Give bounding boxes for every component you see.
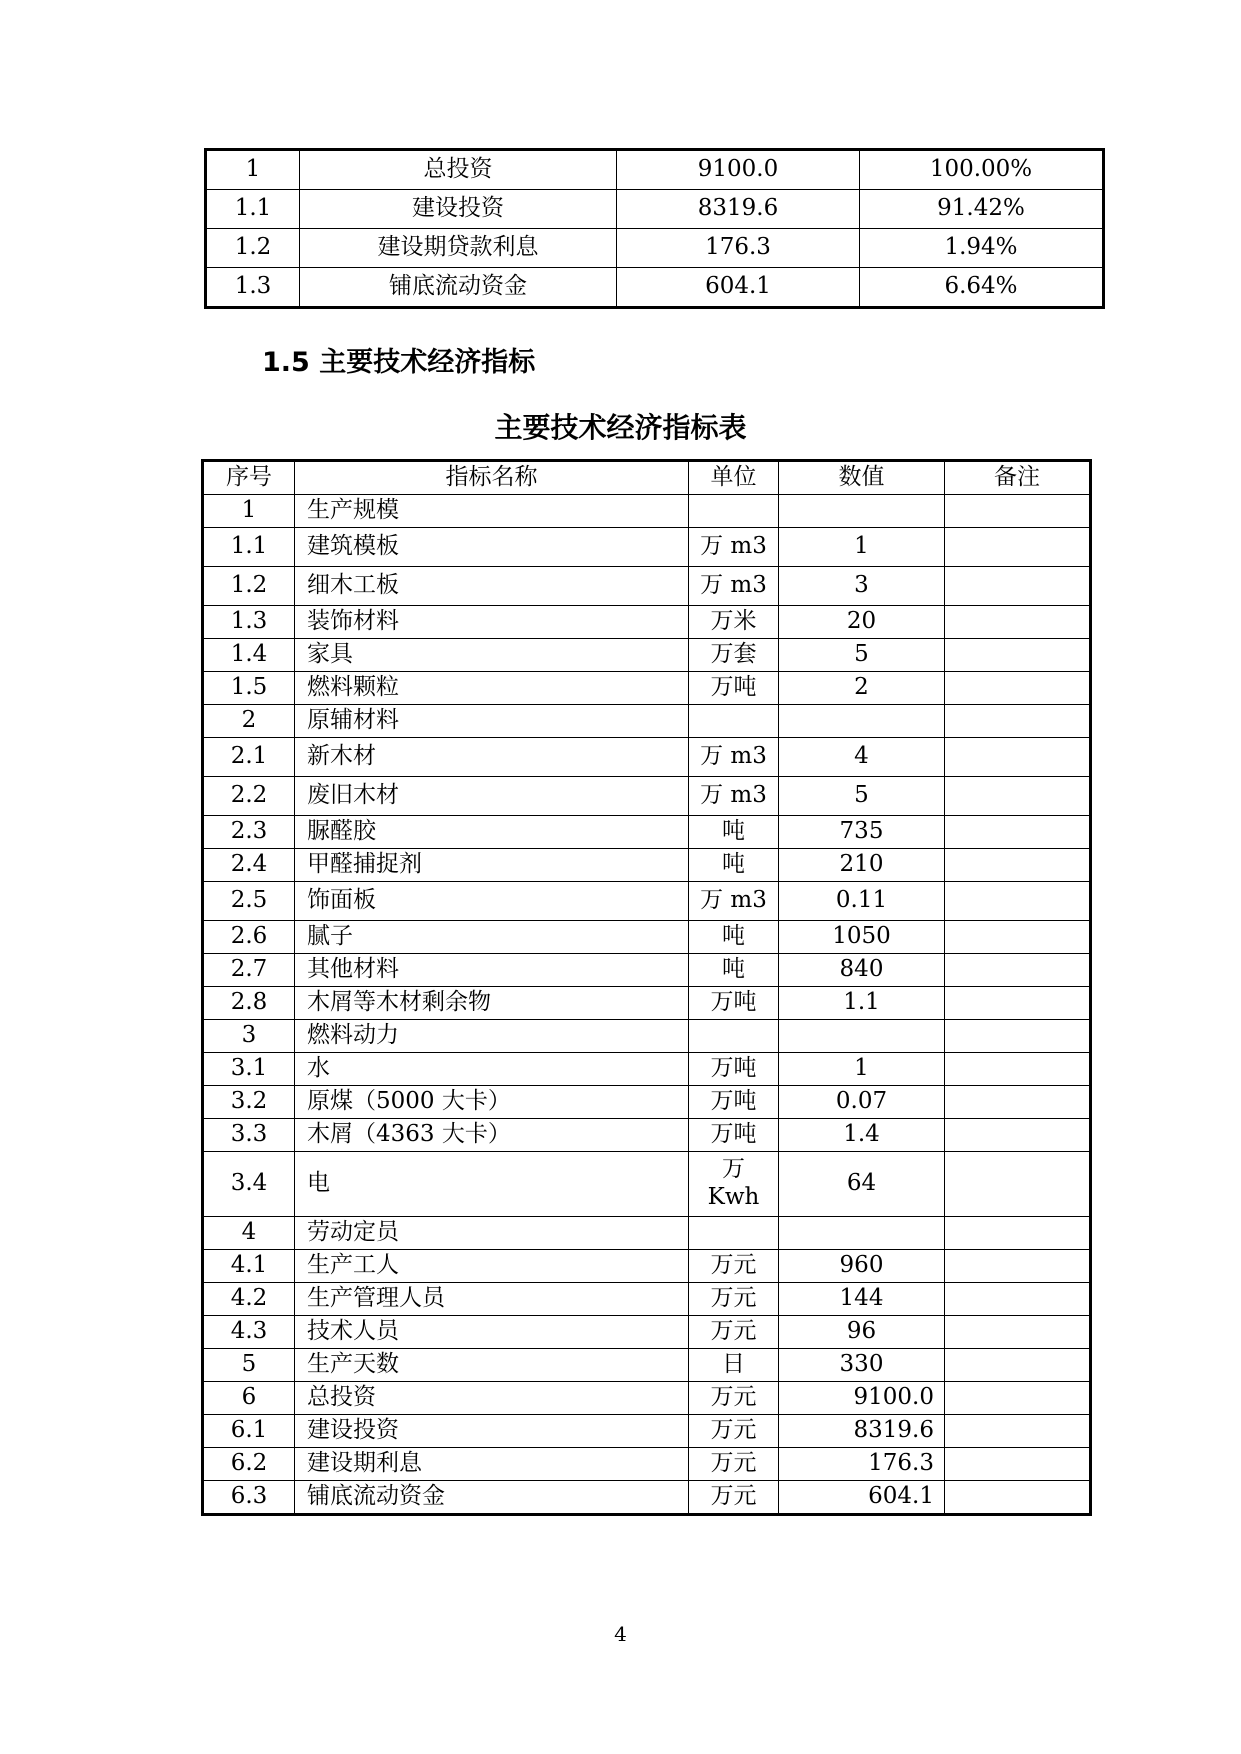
table-cell: 万元 xyxy=(689,1481,779,1515)
table-row xyxy=(203,672,1091,705)
table-cell: 生产规模 xyxy=(295,495,689,528)
table-cell: 建设投资 xyxy=(295,1415,689,1448)
table-cell: 装饰材料 xyxy=(295,606,689,639)
table-cell: 2.8 xyxy=(203,987,295,1020)
table-cell: 万 Kwh xyxy=(689,1152,779,1217)
table-cell: 万套 xyxy=(689,639,779,672)
table-cell: 2.1 xyxy=(203,738,295,777)
table-cell: 604.1 xyxy=(617,268,860,308)
table-cell: 原煤（5000 大卡） xyxy=(295,1086,689,1119)
table-cell: 铺底流动资金 xyxy=(300,268,617,308)
table-cell: 万元 xyxy=(689,1316,779,1349)
table-cell: 1 xyxy=(203,495,295,528)
table-cell: 2.6 xyxy=(203,921,295,954)
table-cell: 脲醛胶 xyxy=(295,816,689,849)
table-cell: 1.3 xyxy=(206,268,300,308)
table-cell xyxy=(945,921,1091,954)
table-row xyxy=(203,1250,1091,1283)
table-cell xyxy=(945,1448,1091,1481)
table-cell: 1.3 xyxy=(203,606,295,639)
header-cell: 备注 xyxy=(945,461,1091,495)
table-cell: 1050 xyxy=(779,921,945,954)
table-cell xyxy=(945,567,1091,606)
table-cell: 万元 xyxy=(689,1415,779,1448)
table-caption: 主要技术经济指标表 xyxy=(494,411,747,444)
table-cell: 废旧木材 xyxy=(295,777,689,816)
page-number: 4 xyxy=(614,1622,627,1646)
table-row xyxy=(203,1119,1091,1152)
table-row xyxy=(203,1382,1091,1415)
table-header-row xyxy=(203,461,1091,495)
table-cell: 100.00% xyxy=(860,150,1104,190)
table-cell: 万吨 xyxy=(689,1119,779,1152)
table-cell: 6.3 xyxy=(203,1481,295,1515)
table-cell: 生产管理人员 xyxy=(295,1283,689,1316)
table-cell: 1.94% xyxy=(860,229,1104,268)
table-cell: 2.7 xyxy=(203,954,295,987)
table-cell xyxy=(945,1382,1091,1415)
table-cell: 万元 xyxy=(689,1382,779,1415)
table-cell: 吨 xyxy=(689,954,779,987)
table-cell: 木屑等木材剩余物 xyxy=(295,987,689,1020)
table-cell: 0.07 xyxy=(779,1086,945,1119)
table-row xyxy=(206,150,1104,190)
table-cell xyxy=(945,1086,1091,1119)
table-cell: 万吨 xyxy=(689,672,779,705)
table-cell: 建筑模板 xyxy=(295,528,689,567)
table-cell: 1.1 xyxy=(203,528,295,567)
table-row xyxy=(203,777,1091,816)
table-row xyxy=(203,1086,1091,1119)
table-cell: 2 xyxy=(779,672,945,705)
table-cell: 万 m3 xyxy=(689,567,779,606)
table-cell xyxy=(779,495,945,528)
table-cell xyxy=(945,705,1091,738)
table-row xyxy=(203,1415,1091,1448)
table-cell: 1 xyxy=(206,150,300,190)
table-cell: 生产工人 xyxy=(295,1250,689,1283)
table-cell: 4 xyxy=(779,738,945,777)
table-row xyxy=(203,1316,1091,1349)
table-cell xyxy=(689,705,779,738)
table-cell: 建设期利息 xyxy=(295,1448,689,1481)
table-cell: 万吨 xyxy=(689,987,779,1020)
table-cell xyxy=(945,849,1091,882)
table-row xyxy=(203,1448,1091,1481)
table-row xyxy=(203,1020,1091,1053)
table-cell: 3.4 xyxy=(203,1152,295,1217)
table-cell: 万元 xyxy=(689,1250,779,1283)
table-cell: 3 xyxy=(203,1020,295,1053)
table-cell: 840 xyxy=(779,954,945,987)
table-cell: 176.3 xyxy=(779,1448,945,1481)
table-cell xyxy=(689,1217,779,1250)
table-row xyxy=(203,954,1091,987)
table-cell xyxy=(945,882,1091,921)
table-cell: 9100.0 xyxy=(617,150,860,190)
table-cell xyxy=(945,1217,1091,1250)
table-cell: 6.64% xyxy=(860,268,1104,308)
table-row xyxy=(203,606,1091,639)
table-cell: 9100.0 xyxy=(779,1382,945,1415)
table-cell xyxy=(945,954,1091,987)
table-cell: 735 xyxy=(779,816,945,849)
table-cell: 1.4 xyxy=(203,639,295,672)
table-cell: 144 xyxy=(779,1283,945,1316)
table-row xyxy=(203,1053,1091,1086)
table-row xyxy=(203,567,1091,606)
table-cell: 技术人员 xyxy=(295,1316,689,1349)
table-cell: 8319.6 xyxy=(617,190,860,229)
table-cell xyxy=(945,495,1091,528)
table-cell xyxy=(689,495,779,528)
table-cell: 5 xyxy=(779,639,945,672)
table-cell: 吨 xyxy=(689,921,779,954)
table-cell: 3 xyxy=(779,567,945,606)
table-cell: 建设投资 xyxy=(300,190,617,229)
table-cell: 6.2 xyxy=(203,1448,295,1481)
table-cell: 万 m3 xyxy=(689,777,779,816)
table-cell xyxy=(945,1481,1091,1515)
table-cell: 腻子 xyxy=(295,921,689,954)
table-cell: 万米 xyxy=(689,606,779,639)
table-cell: 总投资 xyxy=(300,150,617,190)
table-cell: 2.3 xyxy=(203,816,295,849)
table-cell: 总投资 xyxy=(295,1382,689,1415)
table-cell: 3.1 xyxy=(203,1053,295,1086)
table-cell: 604.1 xyxy=(779,1481,945,1515)
table-cell: 4.1 xyxy=(203,1250,295,1283)
table-cell xyxy=(945,1415,1091,1448)
investment-summary-table xyxy=(204,148,1105,309)
table-cell: 8319.6 xyxy=(779,1415,945,1448)
header-cell: 序号 xyxy=(203,461,295,495)
table-cell: 2.4 xyxy=(203,849,295,882)
table-cell: 劳动定员 xyxy=(295,1217,689,1250)
table-cell xyxy=(945,1250,1091,1283)
table-cell: 燃料动力 xyxy=(295,1020,689,1053)
table-cell: 1.1 xyxy=(206,190,300,229)
table-cell xyxy=(779,1217,945,1250)
table-cell xyxy=(945,1349,1091,1382)
table-cell: 0.11 xyxy=(779,882,945,921)
table-cell xyxy=(945,738,1091,777)
table-cell: 4 xyxy=(203,1217,295,1250)
table-row xyxy=(206,229,1104,268)
table-row xyxy=(203,495,1091,528)
table-row xyxy=(203,1152,1091,1217)
table-cell: 330 xyxy=(779,1349,945,1382)
table-cell: 210 xyxy=(779,849,945,882)
table-cell: 原辅材料 xyxy=(295,705,689,738)
table-cell xyxy=(945,987,1091,1020)
table-cell: 960 xyxy=(779,1250,945,1283)
table-cell: 电 xyxy=(295,1152,689,1217)
table-cell: 3.3 xyxy=(203,1119,295,1152)
table-cell: 万 m3 xyxy=(689,738,779,777)
table-cell: 1.5 xyxy=(203,672,295,705)
table-cell: 20 xyxy=(779,606,945,639)
table-cell: 甲醛捕捉剂 xyxy=(295,849,689,882)
table-cell xyxy=(945,672,1091,705)
table-cell xyxy=(945,1119,1091,1152)
table-row xyxy=(203,849,1091,882)
table-row xyxy=(203,738,1091,777)
header-cell: 数值 xyxy=(779,461,945,495)
table-cell: 1.4 xyxy=(779,1119,945,1152)
table-cell: 铺底流动资金 xyxy=(295,1481,689,1515)
table-cell: 96 xyxy=(779,1316,945,1349)
table-cell: 木屑（4363 大卡） xyxy=(295,1119,689,1152)
table-cell: 新木材 xyxy=(295,738,689,777)
table-row xyxy=(203,1481,1091,1515)
table-cell xyxy=(945,1152,1091,1217)
table-cell: 家具 xyxy=(295,639,689,672)
table-cell: 1 xyxy=(779,1053,945,1086)
table-cell xyxy=(945,777,1091,816)
table-cell xyxy=(945,639,1091,672)
table-cell: 4.2 xyxy=(203,1283,295,1316)
table-cell xyxy=(779,1020,945,1053)
table-cell: 5 xyxy=(203,1349,295,1382)
table-cell: 5 xyxy=(779,777,945,816)
table-cell xyxy=(689,1020,779,1053)
table-cell xyxy=(779,705,945,738)
table-cell: 细木工板 xyxy=(295,567,689,606)
table-cell: 2.5 xyxy=(203,882,295,921)
table-row xyxy=(203,1283,1091,1316)
table-row xyxy=(203,816,1091,849)
table-cell xyxy=(945,816,1091,849)
table-cell: 2 xyxy=(203,705,295,738)
header-cell: 单位 xyxy=(689,461,779,495)
table-cell: 其他材料 xyxy=(295,954,689,987)
header-cell: 指标名称 xyxy=(295,461,689,495)
table-row xyxy=(203,921,1091,954)
table-row xyxy=(203,882,1091,921)
table-row xyxy=(206,190,1104,229)
table-cell: 日 xyxy=(689,1349,779,1382)
table-cell: 燃料颗粒 xyxy=(295,672,689,705)
table-cell: 1.2 xyxy=(203,567,295,606)
table-row xyxy=(203,1217,1091,1250)
main-indicators-table xyxy=(201,459,1092,1516)
table-cell: 万吨 xyxy=(689,1053,779,1086)
table-cell: 万 m3 xyxy=(689,882,779,921)
table-cell: 6.1 xyxy=(203,1415,295,1448)
table-row xyxy=(206,268,1104,308)
table-cell: 176.3 xyxy=(617,229,860,268)
table-cell: 64 xyxy=(779,1152,945,1217)
table-cell: 1 xyxy=(779,528,945,567)
table-cell: 生产天数 xyxy=(295,1349,689,1382)
table-cell: 万元 xyxy=(689,1448,779,1481)
table-row xyxy=(203,987,1091,1020)
table-row xyxy=(203,639,1091,672)
table-cell: 建设期贷款利息 xyxy=(300,229,617,268)
table-cell xyxy=(945,1283,1091,1316)
table-cell xyxy=(945,1020,1091,1053)
table-cell: 万吨 xyxy=(689,1086,779,1119)
table-cell xyxy=(945,1053,1091,1086)
table-cell: 2.2 xyxy=(203,777,295,816)
table-cell: 吨 xyxy=(689,816,779,849)
table-row xyxy=(203,1349,1091,1382)
table-cell: 1.2 xyxy=(206,229,300,268)
table-cell: 万元 xyxy=(689,1283,779,1316)
table-row xyxy=(203,705,1091,738)
table-cell: 6 xyxy=(203,1382,295,1415)
table-cell: 万 m3 xyxy=(689,528,779,567)
table-cell xyxy=(945,528,1091,567)
table-cell: 3.2 xyxy=(203,1086,295,1119)
table-row xyxy=(203,528,1091,567)
table-cell: 1.1 xyxy=(779,987,945,1020)
table-cell: 吨 xyxy=(689,849,779,882)
table-cell xyxy=(945,1316,1091,1349)
section-heading: 1.5 主要技术经济指标 xyxy=(262,347,536,378)
table-cell: 91.42% xyxy=(860,190,1104,229)
table-cell: 饰面板 xyxy=(295,882,689,921)
table-cell: 4.3 xyxy=(203,1316,295,1349)
table-cell: 水 xyxy=(295,1053,689,1086)
table-cell xyxy=(945,606,1091,639)
